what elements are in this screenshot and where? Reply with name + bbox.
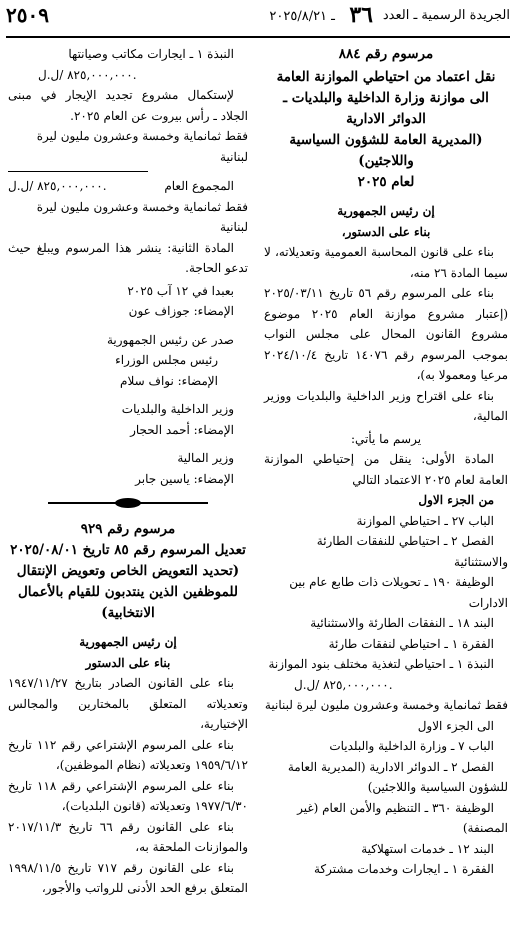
part-one-from: من الجزء الاول <box>418 493 494 507</box>
from-amount-words: فقط ثمانماية وخمسة وعشرون مليون ليرة لبنانية <box>264 698 508 712</box>
budget-item: الفصل ٢ ـ الدوائر الادارية (المديرية العامة للشؤون السياسية واللاجئين) <box>287 759 508 794</box>
finance-minister-signature: الإمضاء: ياسين جابر <box>135 471 234 486</box>
president-heading-2: إن رئيس الجمهورية <box>79 635 177 649</box>
purpose-text: لإستكمال مشروع تجديد الإيجار في مبنى الجلاد ـ رأس بيروت عن العام ٢٠٢٥. <box>8 88 248 123</box>
signature-president: الإمضاء: جوزاف عون <box>128 304 234 318</box>
decree-subject-line: (المديرية العامة للشؤون السياسية واللاجئين) <box>289 132 483 169</box>
from-amount: ٨٢٥,٠٠٠,٠٠٠ /ل.ل. <box>294 677 393 692</box>
budget-item: النبذة ١ ـ ايجارات مكاتب وصيانتها <box>68 47 234 61</box>
budget-item: الفقرة ١ ـ احتياطي لنفقات طارئة <box>328 636 494 651</box>
budget-item: الفقرة ١ ـ ايجارات وخدمات مشتركة <box>313 862 494 876</box>
decree-subject-line: لعام ٢٠٢٥ <box>357 174 415 190</box>
page-header <box>6 4 510 34</box>
preamble-paragraph: بناء على اقتراح وزير الداخلية والبلديات ووزير المالية، <box>264 388 508 423</box>
right-column <box>264 44 508 880</box>
finance-minister-title: وزير المالية <box>177 451 234 465</box>
total-row <box>8 176 248 197</box>
issue-date: ـ ٢٠٢٥/٨/٢١ <box>269 9 335 24</box>
total-label: المجموع العام <box>164 179 234 193</box>
decree2-subject-line: الانتخابية) <box>101 605 155 621</box>
interior-minister-title: وزير الداخلية والبلديات <box>121 402 234 416</box>
item-amount-words: فقط ثمانماية وخمسة وعشرون مليون ليرة لبنانية <box>36 129 248 164</box>
budget-item: الوظيفة ٣٦٠ ـ التنظيم والأمن العام (غير المصنفة) <box>297 800 508 835</box>
decree2-subject-line: للموظفين الذين ينتدبون للقيام بالأعمال <box>17 584 238 600</box>
budget-item: الوظيفة ١٩٠ ـ تحويلات ذات طابع عام بين الادارات <box>289 575 508 610</box>
decrees-line: يرسم ما يأتي: <box>350 431 422 446</box>
item-amount: ٨٢٥,٠٠٠,٠٠٠ /ل.ل. <box>38 67 137 82</box>
gazette-title: الجريدة الرسمية ـ العدد <box>382 8 510 23</box>
section-divider <box>8 495 248 511</box>
part-one-to: الى الجزء الاول <box>417 718 494 733</box>
pm-title: رئيس مجلس الوزراء <box>115 353 218 367</box>
decree2-subject-line: تعديل المرسوم رقم ٨٥ تاريخ ٢٠٢٥/٠٨/٠١ <box>10 542 246 558</box>
decree2-subject-line: (تحديد التعويض الخاص وتعويض الإنتقال <box>16 563 240 579</box>
place-date: بعبدا في ١٢ آب ٢٠٢٥ <box>127 283 234 298</box>
total-amount: ٨٢٥,٠٠٠,٠٠٠ /ل.ل. <box>8 179 107 193</box>
page-number: ٢٥٠٩ <box>6 3 49 27</box>
pm-signature: الإمضاء: نواف سلام <box>120 373 218 388</box>
preamble-paragraph-2: بناء على المرسوم الإشتراعي رقم ١١٢ تاريخ ١٩٥٩/٦/١٢ وتعديلاته (نظام الموظفين)، <box>8 737 248 772</box>
decree-subject-line: الدوائر الادارية <box>346 111 426 127</box>
article-one: المادة الأولى: ينقل من إحتياطي الموازنة العامة لعام ٢٠٢٥ الاعتماد التالي <box>264 452 508 487</box>
constitution-heading-2: بناء على الدستور <box>85 655 171 670</box>
budget-item: البند ١٨ ـ النفقات الطارئة والاستثنائية <box>310 616 494 630</box>
budget-item: الباب ٧ ـ وزارة الداخلية والبلديات <box>329 739 494 753</box>
decree2-title: مرسوم رقم ٩٢٩ <box>80 521 176 537</box>
preamble-paragraph: بناء على قانون المحاسبة العمومية وتعديلاته، لا سيما المادة ٢٦ منه، <box>264 245 508 280</box>
decree-title: مرسوم رقم ٨٨٤ <box>338 46 434 62</box>
issue-number: ٣٦ <box>349 2 373 28</box>
preamble-paragraph-2: بناء على القانون رقم ٧١٧ تاريخ ١٩٩٨/١١/٥ المتعلق برفع الحد الأدنى للرواتب والأجور، <box>8 860 248 895</box>
decree-subject-line: نقل اعتماد من احتياطي الموازنة العامة <box>276 69 496 85</box>
preamble-paragraph: بناء على المرسوم رقم ٥٦ تاريخ ٢٠٢٥/٠٣/١١ (إعتبار مشروع موازنة العام ٢٠٢٥ موضوع مشروع القانون المحال على مجلس النواب بموجب المرسوم رقم ١٤٠٧٦ تاريخ ٢٠٢٤/١٠/٤ مرعيا ومعمولا به)، <box>264 286 508 382</box>
preamble-paragraph-2: بناء على القانون الصادر بتاريخ ١٩٤٧/١١/٢٧ وتعديلاته المتعلق بالمختارين والمجالس الإختيارية، <box>8 676 248 731</box>
constitution-heading: بناء على الدستور، <box>341 224 431 239</box>
preamble-paragraph-2: بناء على القانون رقم ٦٦ تاريخ ٢٠١٧/١١/٣ والموازنات الملحقة به، <box>8 819 248 854</box>
interior-minister-signature: الإمضاء: أحمد الحجار <box>130 422 234 437</box>
president-heading: إن رئيس الجمهورية <box>337 204 435 218</box>
budget-item: النبذة ١ ـ احتياطي لتغذية مختلف بنود الموازنة <box>268 657 494 671</box>
issued-by: صدر عن رئيس الجمهورية <box>106 332 234 347</box>
left-column <box>8 44 248 899</box>
budget-item: الباب ٢٧ ـ احتياطي الموازنة <box>356 513 494 528</box>
article-two: المادة الثانية: ينشر هذا المرسوم ويبلغ حيث تدعو الحاجة. <box>8 240 248 275</box>
budget-item: الفصل ٢ ـ احتياطي للنفقات الطارئة والاستثنائية <box>316 534 508 569</box>
budget-item: البند ١٢ ـ خدمات استهلاكية <box>361 841 494 856</box>
preamble-paragraph-2: بناء على المرسوم الإشتراعي رقم ١١٨ تاريخ ١٩٧٧/٦/٣٠ وتعديلاته (قانون البلديات)، <box>8 778 248 813</box>
amount-rule <box>8 171 148 172</box>
header-rule <box>6 36 510 38</box>
total-amount-words: فقط ثمانماية وخمسة وعشرون مليون ليرة لبنانية <box>36 199 248 234</box>
decree-subject-line: الى موازنة وزارة الداخلية والبلديات ـ <box>283 90 489 106</box>
